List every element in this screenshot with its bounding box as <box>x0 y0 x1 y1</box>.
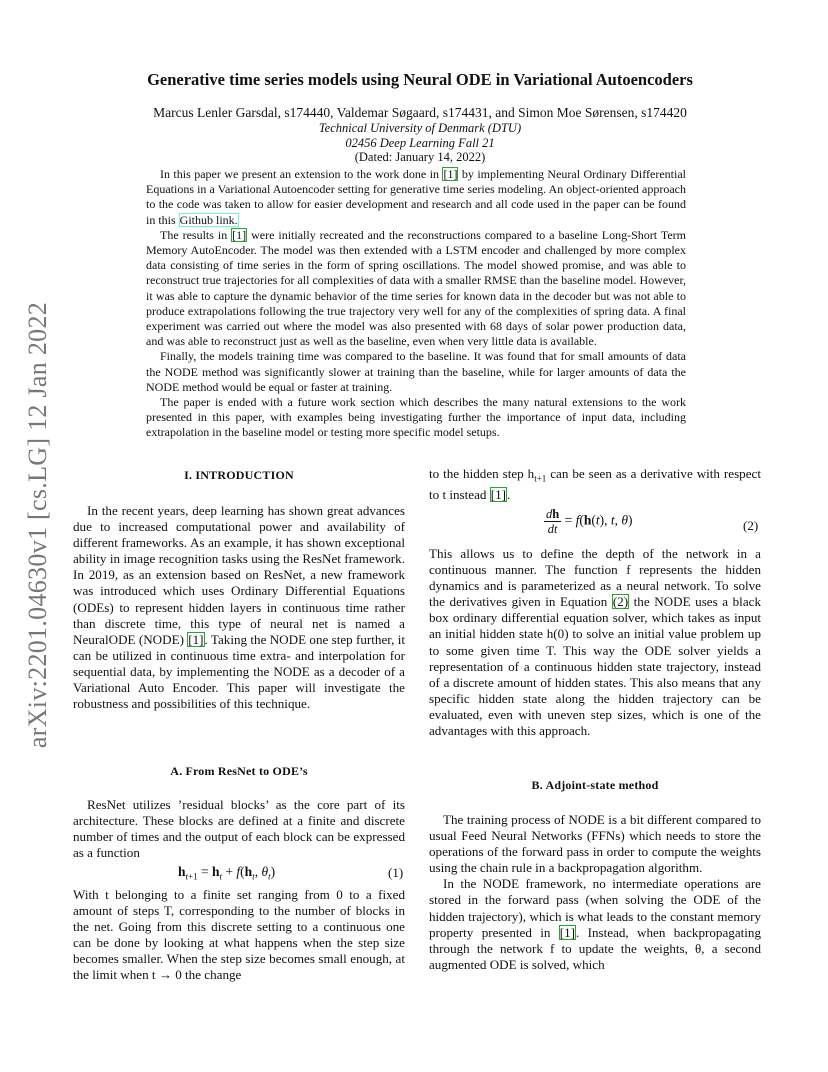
authors: Marcus Lenler Garsdal, s174440, Valdemar Søgaard, s174431, and Simon Moe Sørensen, s174420 <box>153 105 687 120</box>
text: In the recent years, deep learning has shown great advances due to increased computational power and availability of different frameworks. As an example, it has shown exceptional ability in image recognition tasks using the ResNet framework. In 2019, as an extension based on ResNet, a new framework was introduced which uses Ordinary Differential Equations (ODEs) to represent hidden layers in continuous time rather than discrete time, this type of neural net is named a NeuralODE (NODE) <box>73 503 405 647</box>
text: In the NODE framework, no intermediate operations are stored in the forward pass (when solving the ODE of the hidden trajectory), which is what leads to the constant memory property presented in <box>429 876 761 940</box>
arxiv-id: arXiv:2201.04630v1 [cs.LG] 12 Jan 2022 <box>23 301 52 749</box>
dated: (Dated: January 14, 2022) <box>354 150 486 164</box>
text: were initially recreated and the reconstructions compared to a baseline Long-Short Term Memory AutoEncoder. The model was then extended with a LSTM encoder and challenged by more complex data consisting of time series in the form of spring oscillations. The model showed promise, and was able to reconstruct true trajectories for all complexities of data with a smaller RMSE than the baseline model. However, it was able to capture the dynamic behavior of the time series for known data in the decoder but was not able to produce extrapolations following the true trajectory very well for any of the complexities of spring data. A final experiment was carried out where the model was also presented with 68 days of solar power production data, and was able to reconstruct just as well as the baseline, even when very little data is available. <box>146 227 686 349</box>
citation-link[interactable]: [1] <box>559 924 576 940</box>
text: ResNet utilizes ’residual blocks’ as the core part of its architecture. These blocks are defined at a finite and discrete number of times and the output of each block can be expressed as a function <box>73 797 405 861</box>
abstract-paragraph: Finally, the models training time was compared to the baseline. It was found that for small amounts of data the NODE method was significantly slower at training than the baseline, while for larger amounts of data the NODE method would be equal or faster at training. <box>146 349 686 394</box>
text: . <box>507 486 511 502</box>
subsection-heading-adjoint: B. Adjoint-state method <box>531 778 659 792</box>
right-continuation <box>429 466 761 503</box>
text: The results in <box>160 227 232 242</box>
abstract-paragraph <box>146 228 686 350</box>
equation-ref-link[interactable]: (2) <box>612 594 629 610</box>
citation-link[interactable]: [1] <box>490 486 507 502</box>
intro-paragraph <box>73 503 405 712</box>
citation-link[interactable]: [1] <box>443 167 458 181</box>
section-heading-introduction: I. INTRODUCTION <box>184 468 294 482</box>
citation-link[interactable]: [1] <box>232 227 247 242</box>
equation-2-number: (2) <box>743 518 759 533</box>
affiliation: Technical University of Denmark (DTU) <box>318 121 522 135</box>
arxiv-sidebar <box>18 290 58 760</box>
text: the NODE uses a black box ordinary differential equation solver, which takes as input an initial hidden state h(0) to solve an initial value problem up to some given time T. This way the ODE solver yields a representation of a continuous hidden state trajectory, instead of a discrete amount of hidden states. This also means that any specific hidden state along the hidden trajectory can be evaluated, even with uneven step sizes, which is one of the advantages with this approach. <box>429 594 761 739</box>
equation-1-number: (1) <box>388 865 404 880</box>
subscript: t+1 <box>534 473 547 484</box>
resnet-paragraph <box>73 797 405 861</box>
text: This allows us to define the depth of the network in a continuous manner. The function f represents the hidden dynamics and is parameterized as a neural network. To solve the derivatives given in Equation <box>429 546 761 610</box>
subsection-heading-resnet: A. From ResNet to ODE’s <box>170 764 308 778</box>
course: 02456 Deep Learning Fall 21 <box>345 136 495 150</box>
adjoint-paragraphs <box>429 812 761 973</box>
text: The training process of NODE is a bit different compared to usual Feed Neural Networks (FFNs) which needs to store the operations of the forward pass in order to compute the weights using the chain rule in a backpropagation algorithm. <box>429 812 761 876</box>
equation-2: $\frac{dh}{dt}$ = f(h(t), t, θ) <box>546 507 633 536</box>
text: With t belonging to a finite set ranging from 0 to a fixed amount of steps T, corresponding to the number of blocks in the net. Going from this discrete setting to a continuous one can be done by looking at what happens when the step size becomes smaller. When the step size becomes small enough, at the limit when t → 0 the change <box>73 887 405 983</box>
after-eq1-paragraph <box>73 887 405 984</box>
node-paragraph <box>429 546 761 739</box>
text: by implementing Neural Ordinary Differential Equations in a Variational Autoencoder setting for generative time series modeling. An object-oriented approach to the code was taken to allow for easier development and research and all code used in the paper can be found in this <box>146 167 687 227</box>
text: to the hidden step h <box>429 466 535 481</box>
text: . Instead, when backpropagating through the network f to update the weights, θ, a second augmented ODE is solved, which <box>429 924 761 972</box>
github-link[interactable]: Github link. <box>179 212 238 227</box>
abstract-paragraph: The paper is ended with a future work section which describes the many natural extensions to the work presented in this paper, with examples being investigating further the importance of input data, including extrapolation in the baseline model or testing more specific model setups. <box>146 395 686 440</box>
citation-link[interactable]: [1] <box>188 631 204 647</box>
paper-title: Generative time series models using Neural ODE in Variational Autoencoders <box>147 70 693 89</box>
text: In this paper we present an extension to the work done in <box>160 167 443 181</box>
abstract-paragraph <box>146 167 686 228</box>
abstract <box>146 167 686 441</box>
text: can be seen as a derivative with respect to t instead <box>429 466 761 502</box>
text: . Taking the NODE one step further, it can be utilized in continuous time extra- and interpolation for sequential data, by implementing the NODE as a decoder of a Variational Auto Encoder. This paper will investigate the robustness and possibilities of this technique. <box>73 631 405 712</box>
equation-1: $h_{t+1} = h_t + f(h_t$, $\theta_t$) <box>178 864 276 882</box>
